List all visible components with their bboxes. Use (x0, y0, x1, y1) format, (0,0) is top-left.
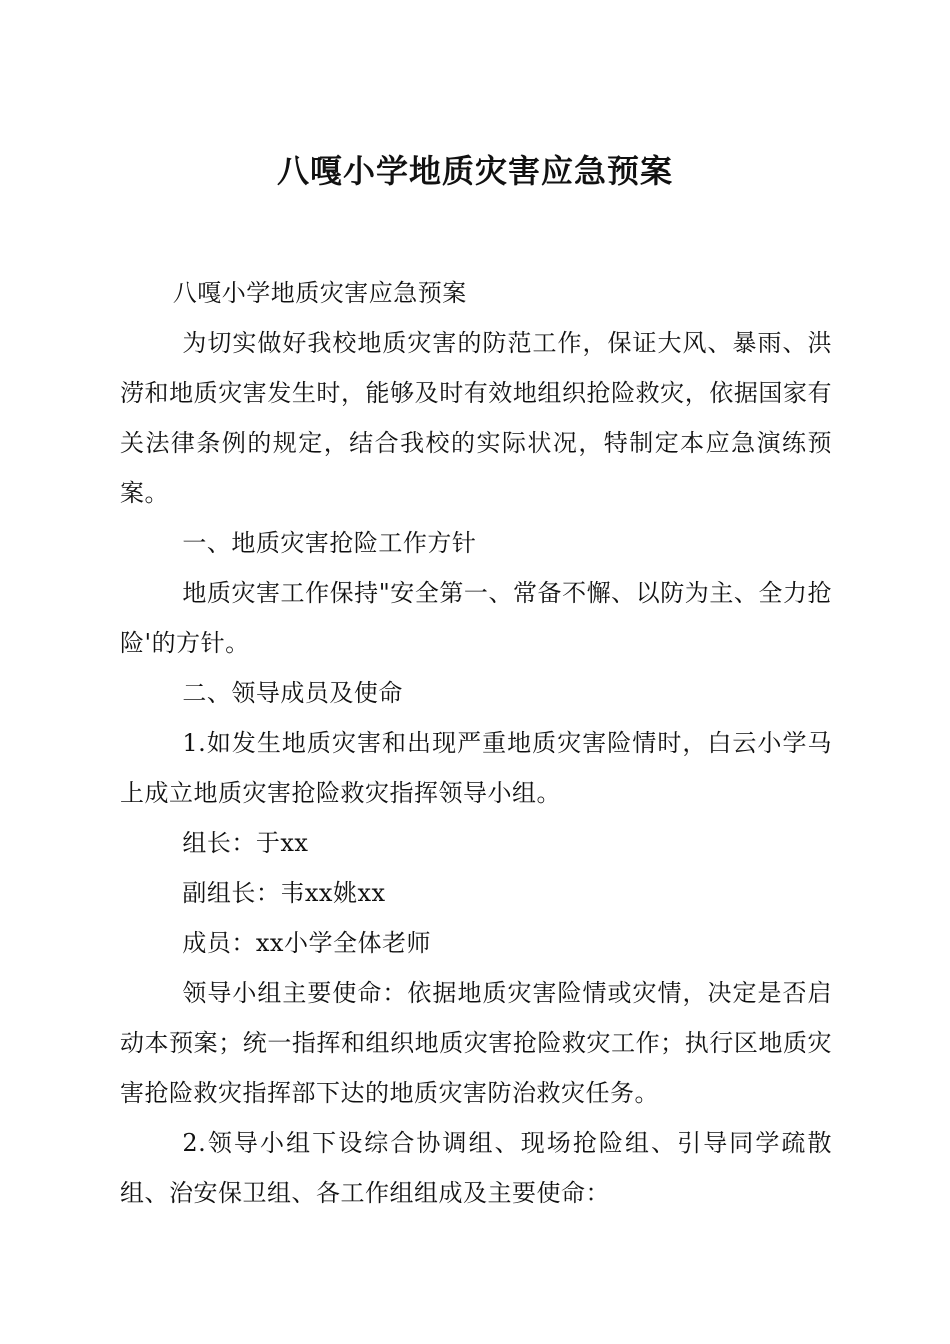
paragraph-mission: 领导小组主要使命：依据地质灾害险情或灾情，决定是否启动本预案；统一指挥和组织地质灾害抢险救灾工作；执行区地质灾害抢险救灾指挥部下达的地质灾害防治救灾任务。 (120, 979, 832, 1107)
section-heading-leadership: 二、领导成员及使命 (182, 679, 403, 707)
document-body (120, 268, 832, 1218)
paragraph-item-1: 1.如发生地质灾害和出现严重地质灾害险情时，白云小学马上成立地质灾害抢险救灾指挥领导小组。 (120, 729, 832, 807)
section-heading-policy: 一、地质灾害抢险工作方针 (182, 529, 477, 557)
paragraph-heading-repeat: 八嘎小学地质灾害应急预案 (172, 279, 467, 307)
paragraph-leader: 组长：于xx (182, 829, 309, 857)
paragraph-purpose: 为切实做好我校地质灾害的防范工作，保证大风、暴雨、洪涝和地质灾害发生时，能够及时有效地组织抢险救灾，依据国家有关法律条例的规定，结合我校的实际状况，特制定本应急演练预案。 (120, 329, 832, 507)
paragraph-item-2: 2.领导小组下设综合协调组、现场抢险组、引导同学疏散组、治安保卫组、各工作组组成及主要使命： (120, 1129, 832, 1207)
paragraph-policy: 地质灾害工作保持"安全第一、常备不懈、以防为主、全力抢险'的方针。 (120, 579, 832, 657)
document-title: 八嘎小学地质灾害应急预案 (276, 152, 673, 190)
paragraph-members: 成员：xx小学全体老师 (182, 929, 431, 957)
paragraph-deputy-leader: 副组长：韦xx姚xx (182, 879, 386, 907)
